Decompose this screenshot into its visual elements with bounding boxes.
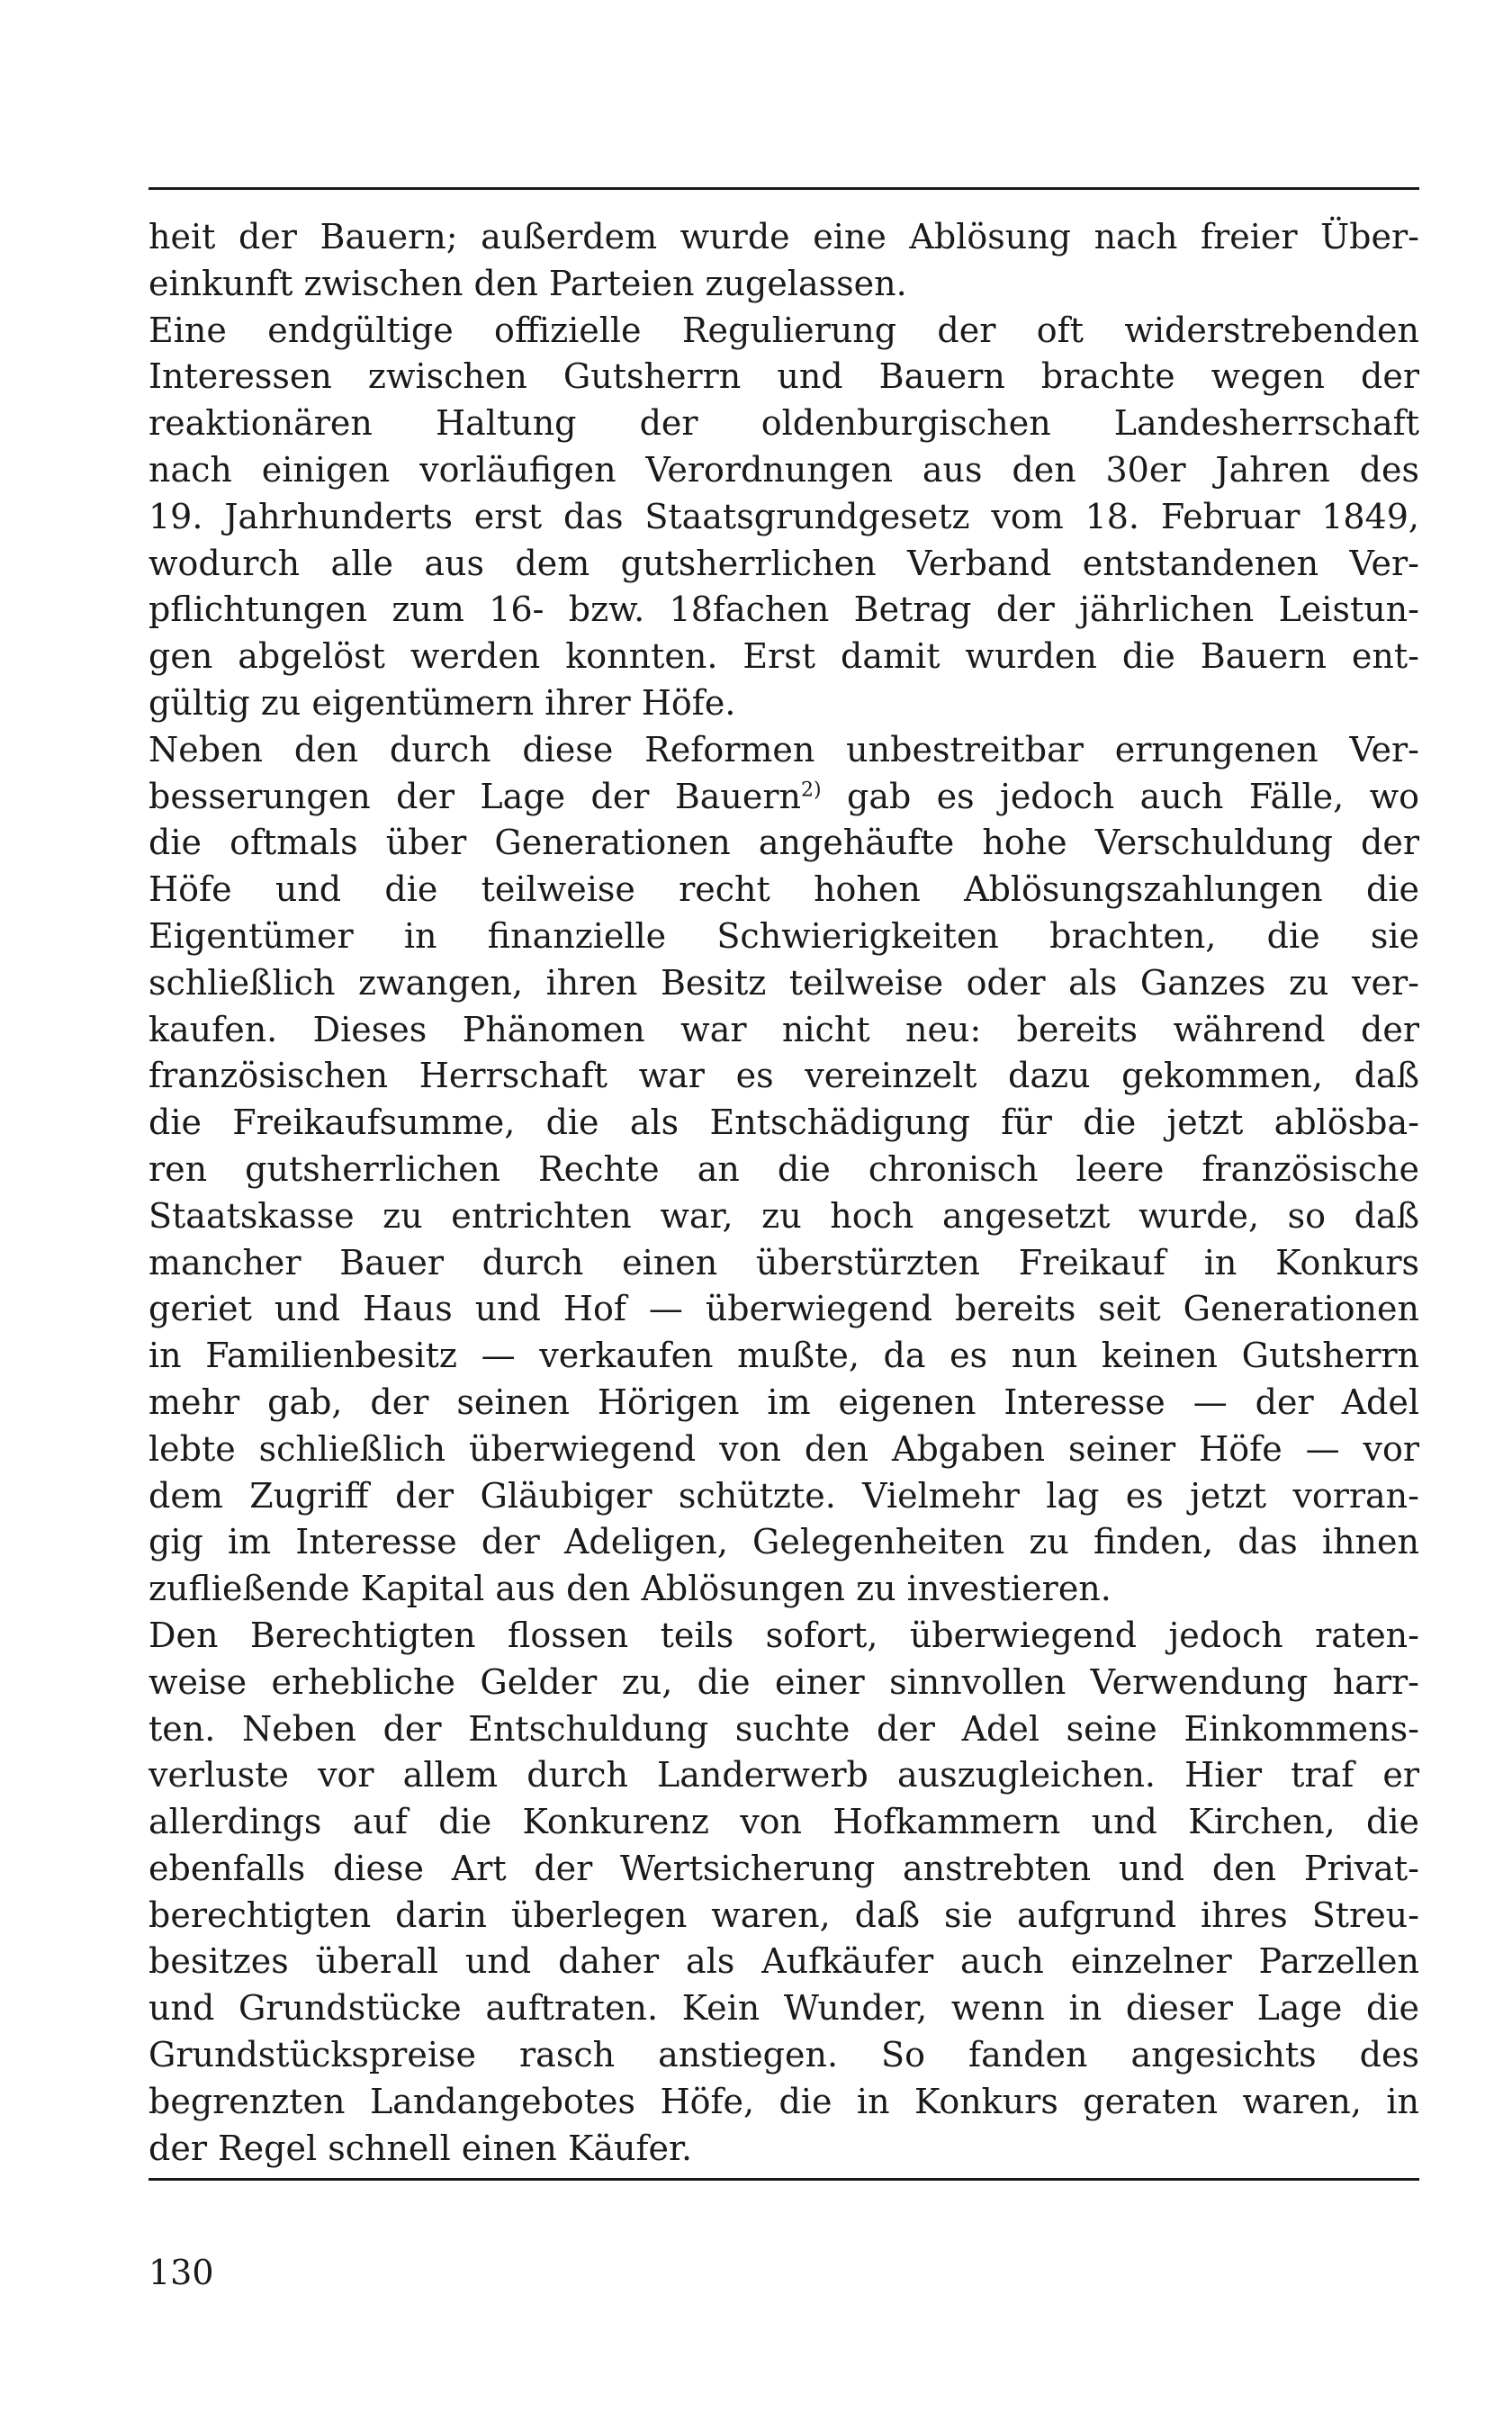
text-line: verluste vor allem durch Landerwerb auszugleichen. Hier traf er bbox=[148, 1755, 1419, 1796]
text-line: 19. Jahrhunderts erst das Staatsgrundgesetz vom 18. Februar 1849, bbox=[148, 496, 1419, 536]
text-line: ten. Neben der Entschuldung suchte der Adel seine Einkommens- bbox=[148, 1708, 1419, 1749]
text-line: die oftmals über Generationen angehäufte hohe Verschuldung der bbox=[148, 823, 1419, 863]
text-line: einkunft zwischen den Parteien zugelassen. bbox=[148, 263, 907, 303]
text-line: begrenzten Landangebotes Höfe, die in Konkurs geraten waren, in bbox=[148, 2081, 1419, 2121]
text-line: schließlich zwangen, ihren Besitz teilweise oder als Ganzes zu ver- bbox=[148, 962, 1419, 1003]
text-line: besserungen der Lage der Bauern$^{2)}$ gab es jedoch auch Fälle, wo bbox=[148, 776, 1419, 816]
text-line: gültig zu eigentümern ihrer Höfe. bbox=[148, 682, 736, 723]
text-line: Grundstückspreise rasch anstiegen. So fanden angesichts des bbox=[148, 2035, 1419, 2075]
text-line: in Familienbesitz — verkaufen mußte, da es nun keinen Gutsherrn bbox=[148, 1336, 1419, 1376]
text-line: Den Berechtigten flossen teils sofort, überwiegend jedoch raten- bbox=[148, 1615, 1419, 1655]
text-line: die Freikaufsumme, die als Entschädigung für die jetzt ablösba- bbox=[148, 1102, 1419, 1143]
text-line: reaktionären Haltung der oldenburgischen Landesherrschaft bbox=[148, 403, 1419, 444]
text-line: geriet und Haus und Hof — überwiegend bereits seit Generationen bbox=[148, 1289, 1419, 1329]
text-line: weise erhebliche Gelder zu, die einer sinnvollen Verwendung harr- bbox=[148, 1661, 1419, 1702]
text-line: gig im Interesse der Adeligen, Gelegenheiten zu finden, das ihnen bbox=[148, 1522, 1419, 1562]
text-line: Eigentümer in finanzielle Schwierigkeiten brachten, die sie bbox=[148, 915, 1419, 956]
text-line: berechtigten darin überlegen waren, daß sie aufgrund ihres Streu- bbox=[148, 1894, 1419, 1935]
bottom-rule bbox=[148, 2178, 1419, 2181]
text-line: pflichtungen zum 16- bzw. 18fachen Betrag der jährlichen Leistun- bbox=[148, 590, 1419, 630]
text-line: dem Zugriff der Gläubiger schützte. Vielmehr lag es jetzt vorran- bbox=[148, 1475, 1419, 1516]
text-line: gen abgelöst werden konnten. Erst damit wurden die Bauern ent- bbox=[148, 636, 1419, 677]
text-line: Staatskasse zu entrichten war, zu hoch angesetzt wurde, so daß bbox=[148, 1195, 1419, 1236]
text-line: Höfe und die teilweise recht hohen Ablösungszahlungen die bbox=[148, 869, 1419, 910]
text-line: lebte schließlich überwiegend von den Abgaben seiner Höfe — vor bbox=[148, 1428, 1419, 1469]
text-line: mancher Bauer durch einen überstürzten Freikauf in Konkurs bbox=[148, 1242, 1419, 1282]
text-line: ren gutsherrlichen Rechte an die chronisch leere französische bbox=[148, 1148, 1419, 1189]
text-line: wodurch alle aus dem gutsherrlichen Verband entstandenen Ver- bbox=[148, 543, 1419, 583]
text-line: besitzes überall und daher als Aufkäufer auch einzelner Parzellen bbox=[148, 1941, 1419, 1982]
text-line: nach einigen vorläufigen Verordnungen aus den 30er Jahren des bbox=[148, 449, 1419, 490]
text-line: Interessen zwischen Gutsherrn und Bauern brachte wegen der bbox=[148, 356, 1419, 397]
text-line: Neben den durch diese Reformen unbestreitbar errungenen Ver- bbox=[148, 729, 1419, 770]
top-rule bbox=[148, 187, 1419, 190]
text-line: der Regel schnell einen Käufer. bbox=[148, 2128, 693, 2168]
text-line: Eine endgültige offizielle Regulierung der oft widerstrebenden bbox=[148, 310, 1419, 350]
text-line: mehr gab, der seinen Hörigen im eigenen Interesse — der Adel bbox=[148, 1382, 1419, 1422]
text-line: heit der Bauern; außerdem wurde eine Ablösung nach freier Über- bbox=[148, 217, 1419, 256]
text-line: zufließende Kapital aus den Ablösungen zu investieren. bbox=[148, 1569, 1112, 1609]
text-line: und Grundstücke auftraten. Kein Wunder, wenn in dieser Lage die bbox=[148, 1988, 1419, 2029]
text-line: ebenfalls diese Art der Wertsicherung anstrebten und den Privat- bbox=[148, 1848, 1419, 1888]
text-line: kaufen. Dieses Phänomen war nicht neu: bereits während der bbox=[148, 1009, 1419, 1049]
footnote-marker: 2) bbox=[801, 778, 822, 801]
text-line: französischen Herrschaft war es vereinzelt dazu gekommen, daß bbox=[148, 1056, 1419, 1096]
page-number: 130 bbox=[148, 2253, 214, 2292]
body-text bbox=[148, 214, 1419, 2172]
text-line: allerdings auf die Konkurenz von Hofkammern und Kirchen, die bbox=[148, 1802, 1419, 1842]
